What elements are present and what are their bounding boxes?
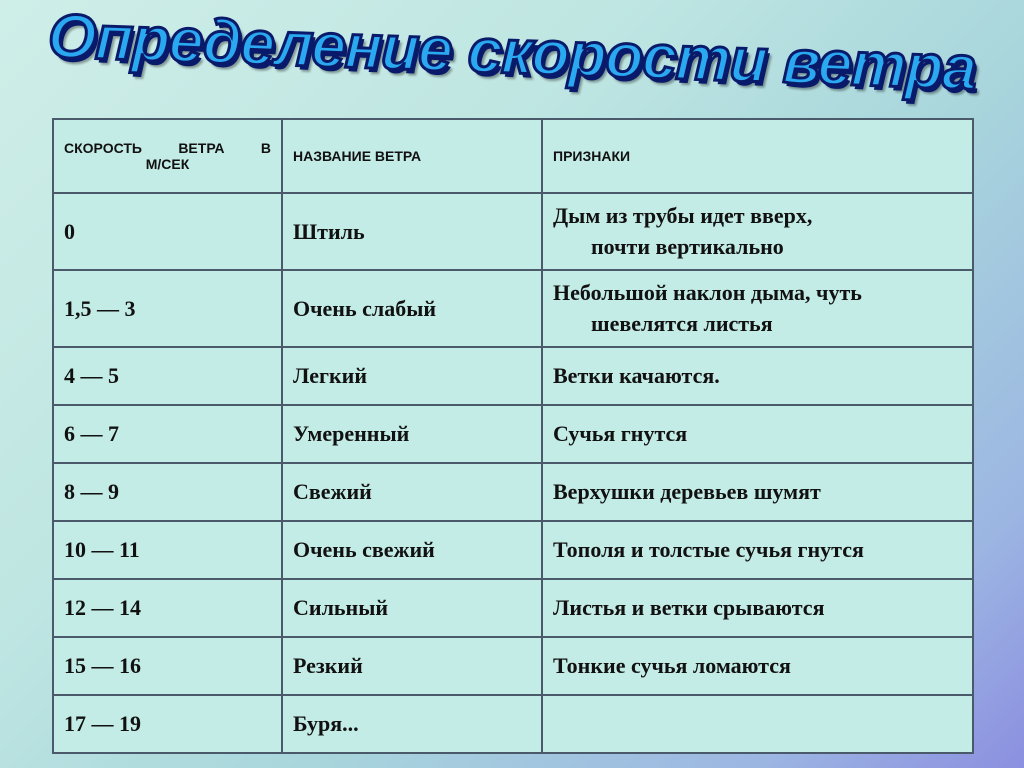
- wind-name-cell: Умеренный: [282, 405, 542, 463]
- header-speed: [53, 119, 282, 193]
- signs-text: шевелятся листья: [591, 310, 773, 336]
- table-row: [53, 579, 973, 637]
- speed-cell: 17 — 19: [53, 695, 282, 753]
- header-signs: ПРИЗНАКИ: [542, 119, 973, 193]
- table-row: [53, 695, 973, 753]
- table-row: [53, 193, 973, 270]
- page-title: Определение скорости ветра: [47, 1, 978, 104]
- speed-cell: 4 — 5: [53, 347, 282, 405]
- signs-cell: Тонкие сучья ломаются: [542, 637, 973, 695]
- signs-cell: Ветки качаются.: [542, 347, 973, 405]
- speed-cell: 0: [53, 193, 282, 270]
- wind-name-cell: Сильный: [282, 579, 542, 637]
- signs-text: Дым из трубы идет вверх,: [553, 202, 813, 228]
- signs-cell: Листья и ветки срываются: [542, 579, 973, 637]
- signs-text: Небольшой наклон дыма, чуть: [553, 279, 862, 305]
- wind-name-cell: Очень слабый: [282, 270, 542, 347]
- table-row: [53, 270, 973, 347]
- signs-cell: [542, 270, 973, 347]
- wind-name-cell: Легкий: [282, 347, 542, 405]
- wind-name-cell: Буря...: [282, 695, 542, 753]
- signs-cell: Верхушки деревьев шумят: [542, 463, 973, 521]
- signs-cell: Тополя и толстые сучья гнутся: [542, 521, 973, 579]
- table-row: [53, 637, 973, 695]
- speed-cell: 10 — 11: [53, 521, 282, 579]
- signs-cell: Сучья гнутся: [542, 405, 973, 463]
- wind-name-cell: Свежий: [282, 463, 542, 521]
- header-speed-word: ВЕТРА: [178, 140, 225, 156]
- signs-cell: [542, 695, 973, 753]
- speed-cell: 1,5 — 3: [53, 270, 282, 347]
- wind-name-cell: Очень свежий: [282, 521, 542, 579]
- table-row: [53, 463, 973, 521]
- wind-name-cell: Резкий: [282, 637, 542, 695]
- table-row: [53, 347, 973, 405]
- speed-cell: 15 — 16: [53, 637, 282, 695]
- header-speed-word: СКОРОСТЬ: [64, 140, 142, 156]
- wind-name-cell: Штиль: [282, 193, 542, 270]
- header-speed-word: В: [260, 140, 271, 156]
- signs-text: почти вертикально: [591, 233, 784, 259]
- header-speed-unit: М/СЕК: [145, 156, 190, 172]
- table-row: [53, 521, 973, 579]
- wind-speed-table: [52, 118, 974, 754]
- speed-cell: 6 — 7: [53, 405, 282, 463]
- table-row: [53, 405, 973, 463]
- header-name: НАЗВАНИЕ ВЕТРА: [282, 119, 542, 193]
- speed-cell: 8 — 9: [53, 463, 282, 521]
- table-header-row: [53, 119, 973, 193]
- signs-cell: [542, 193, 973, 270]
- speed-cell: 12 — 14: [53, 579, 282, 637]
